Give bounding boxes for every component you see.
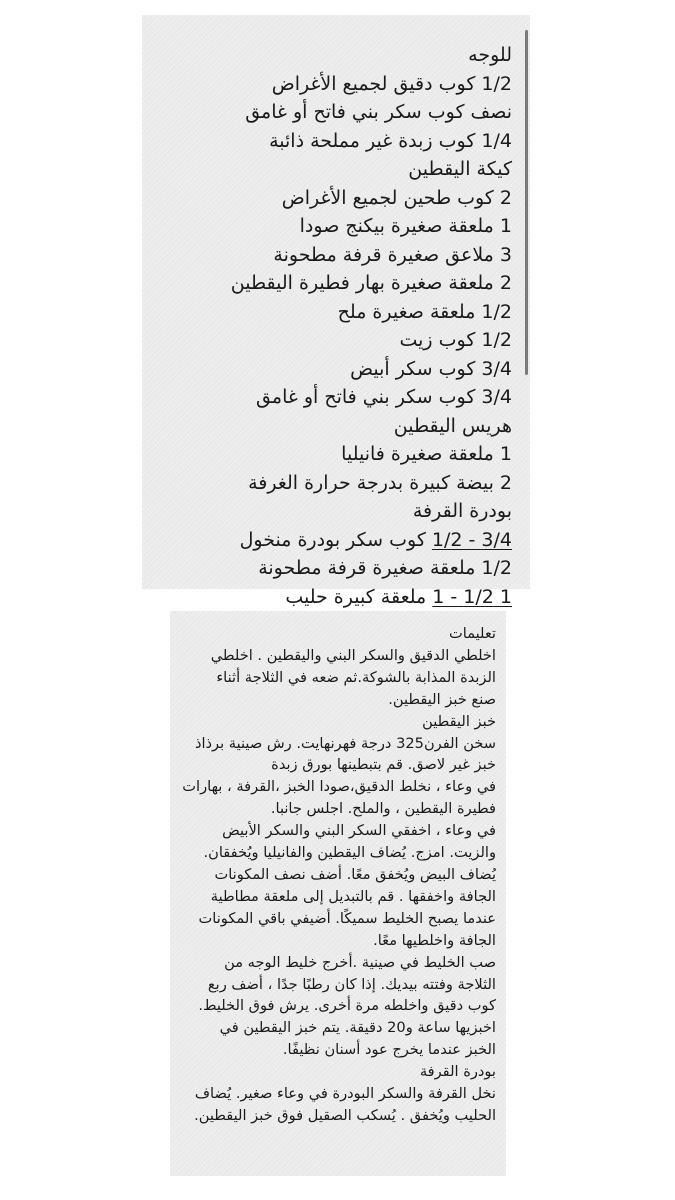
ingredient-text: 1/2 ملعقة صغيرة قرفة مطحونة (258, 557, 512, 579)
ingredient-line: 1 ملعقة صغيرة بيكنج صودا (299, 215, 512, 237)
instruction-line: فطيرة اليقطين ، والملح. اجلس جانبا. (270, 800, 496, 818)
instruction-line: اخبزيها ساعة و20 دقيقة. يتم خبز اليقطين في (219, 1019, 496, 1037)
ingredient-line: 3 ملاعق صغيرة قرفة مطحونة (273, 243, 512, 266)
instruction-line: الحليب ويُخفق . يُسكب الصقيل فوق خبز اليقطين. (194, 1106, 496, 1124)
ingredient-text: كوب سكر بودرة منخول (239, 528, 432, 551)
section-heading-cake: كيكة اليقطين (408, 158, 512, 180)
instruction-line: نخل القرفة والسكر البودرة في وعاء صغير. يُضاف (194, 1085, 496, 1103)
instructions-heading: تعليمات (449, 625, 496, 642)
ingredient-line: 3/4 كوب سكر أبيض (350, 357, 512, 380)
underlined-quantity: 1 1/2 - 1 (432, 585, 512, 608)
instruction-line: يُضاف البيض ويُخفق معًا. أضف نصف المكونات (214, 865, 496, 883)
instruction-line: الزبدة المذابة بالشوكة.ثم ضعه في الثلاجة أثناء (216, 668, 496, 686)
instruction-line: اخلطي الدقيق والسكر البني واليقطين . اخلطي (210, 646, 496, 664)
ingredient-line: 3/4 كوب سكر بني فاتح أو غامق (256, 386, 512, 408)
instruction-line: الجافة واخفقها . قم بالتبديل إلى ملعقة مطاطية (210, 887, 496, 905)
section-heading-glaze: للوجه (468, 44, 512, 66)
instruction-line: صنع خبز اليقطين. (388, 690, 496, 708)
ingredients-note (142, 15, 530, 608)
ingredient-line (148, 554, 512, 583)
instructions-note (170, 611, 506, 1176)
scrollbar[interactable] (525, 30, 528, 375)
ingredient-line: نصف كوب سكر بني فاتح أو غامق (245, 101, 512, 123)
ingredient-line: 1 ملعقة صغيرة فانيليا (341, 443, 512, 465)
ingredient-text: ملعقة كبيرة حليب (285, 585, 433, 608)
underlined-quantity: 3/4 - 1/2 (431, 528, 512, 551)
ingredient-line (148, 526, 512, 555)
instruction-line: في وعاء ، نخلط الدقيق،صودا الخبز ،القرفة ، بهارات (182, 778, 496, 796)
instruction-line: عندما يصبح الخليط سميكًا. أضيفي باقي المكونات (198, 909, 496, 927)
instruction-line: سخن الفرن325 درجة فهرنهايت. رش صينية برذاذ (195, 734, 496, 752)
ingredient-line: هريس اليقطين (393, 414, 512, 437)
instruction-line: في وعاء ، اخفقي السكر البني والسكر الأبيض (222, 822, 496, 840)
ingredient-line: 1/2 كوب زيت (399, 329, 512, 351)
ingredient-line: 1/2 ملعقة صغيرة ملح (337, 300, 512, 323)
section-heading-cinnamon-glaze: بودرة القرفة (412, 500, 512, 522)
instruction-line: الثلاجة وفتته بيديك. إذا كان رطبًا جدًا ، أضف ربع (207, 975, 496, 993)
instruction-line: خبز غير لاصق. قم بتبطينها بورق زبدة (271, 756, 496, 774)
instruction-line: صب الخليط في صينية .أخرج خليط الوجه من (224, 953, 496, 971)
ingredient-line (148, 583, 512, 612)
section-heading-bread: خبز اليقطين (422, 712, 496, 730)
instruction-line: الخبز عندما يخرج عود أسنان نظيفًا. (282, 1041, 496, 1059)
section-heading-cinnamon-glaze: بودرة القرفة (419, 1063, 496, 1081)
instruction-line: كوب دقيق واخلطه مرة أخرى. يرش فوق الخليط. (198, 997, 496, 1015)
ingredient-line: 2 بيضة كبيرة بدرجة حرارة الغرفة (248, 471, 512, 494)
ingredient-line: 2 كوب طحين لجميع الأغراض (281, 186, 512, 209)
ingredient-line: 2 ملعقة صغيرة بهار فطيرة اليقطين (230, 272, 512, 294)
instruction-line: والزيت. امزج. يُضاف اليقطين والفانيليا ويُخفقان. (203, 844, 496, 862)
instruction-line: الجافة واخلطيها معًا. (373, 931, 496, 949)
ingredient-line: 1/4 كوب زبدة غير مملحة ذائبة (269, 129, 512, 152)
ingredient-line: 1/2 كوب دقيق لجميع الأغراض (271, 72, 512, 95)
